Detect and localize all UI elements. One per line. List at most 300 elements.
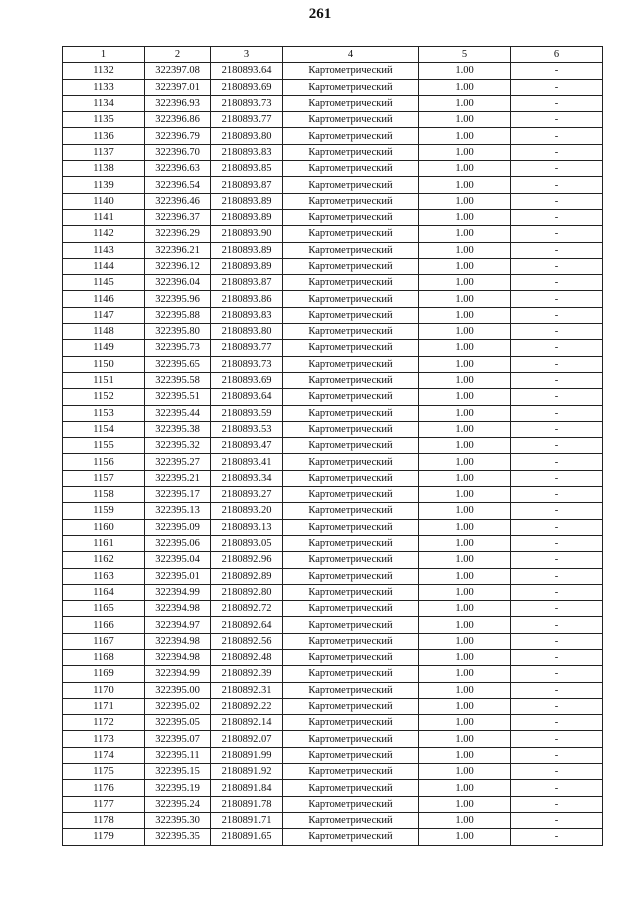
table-cell: 1.00: [419, 112, 511, 128]
table-row: [63, 454, 603, 470]
table-cell: 2180893.85: [211, 161, 283, 177]
table-cell: Картометрический: [283, 389, 419, 405]
table-cell: Картометрический: [283, 324, 419, 340]
table-cell: 1172: [63, 715, 145, 731]
table-cell: 2180892.56: [211, 633, 283, 649]
table-cell: 1.00: [419, 291, 511, 307]
table-cell: -: [511, 405, 603, 421]
table-cell: -: [511, 796, 603, 812]
table-cell: 1138: [63, 161, 145, 177]
table-row: [63, 715, 603, 731]
table-cell: 1144: [63, 258, 145, 274]
table-cell: 1164: [63, 584, 145, 600]
table-cell: 1141: [63, 209, 145, 225]
table-cell: 322395.01: [145, 568, 211, 584]
table-row: [63, 128, 603, 144]
table-cell: 1.00: [419, 324, 511, 340]
table-cell: -: [511, 617, 603, 633]
table-cell: Картометрический: [283, 715, 419, 731]
table-cell: 2180893.83: [211, 307, 283, 323]
table-row: [63, 209, 603, 225]
table-cell: 322395.02: [145, 698, 211, 714]
table-cell: 2180892.48: [211, 649, 283, 665]
table-row: [63, 307, 603, 323]
table-cell: 1146: [63, 291, 145, 307]
table-cell: 1145: [63, 275, 145, 291]
column-header: 5: [419, 47, 511, 63]
table-row: [63, 682, 603, 698]
table-cell: 1139: [63, 177, 145, 193]
table-cell: 2180892.96: [211, 552, 283, 568]
table-row: [63, 356, 603, 372]
table-cell: -: [511, 747, 603, 763]
table-cell: Картометрический: [283, 649, 419, 665]
table-cell: -: [511, 715, 603, 731]
table-cell: -: [511, 79, 603, 95]
table-cell: 322397.01: [145, 79, 211, 95]
table-cell: 322396.29: [145, 226, 211, 242]
table-cell: 1.00: [419, 747, 511, 763]
table-cell: Картометрический: [283, 340, 419, 356]
table-cell: 1160: [63, 519, 145, 535]
table-cell: 1136: [63, 128, 145, 144]
table-cell: -: [511, 193, 603, 209]
table-row: [63, 796, 603, 812]
table-cell: 1.00: [419, 161, 511, 177]
table-row: [63, 112, 603, 128]
table-cell: 2180892.39: [211, 666, 283, 682]
table-cell: 1.00: [419, 63, 511, 79]
column-header: 3: [211, 47, 283, 63]
table-cell: 1178: [63, 812, 145, 828]
table-row: [63, 95, 603, 111]
table-body: [63, 63, 603, 845]
table-cell: 2180893.53: [211, 421, 283, 437]
table-cell: 1163: [63, 568, 145, 584]
table-cell: 1173: [63, 731, 145, 747]
table-cell: Картометрический: [283, 79, 419, 95]
table-cell: -: [511, 144, 603, 160]
table-cell: 1.00: [419, 568, 511, 584]
table-cell: -: [511, 177, 603, 193]
table-cell: Картометрический: [283, 144, 419, 160]
table-cell: -: [511, 552, 603, 568]
table-cell: -: [511, 812, 603, 828]
table-cell: 1134: [63, 95, 145, 111]
table-cell: 322395.05: [145, 715, 211, 731]
table-cell: 1.00: [419, 698, 511, 714]
table-cell: 1.00: [419, 340, 511, 356]
table-cell: Картометрический: [283, 601, 419, 617]
table-cell: 1.00: [419, 95, 511, 111]
table-cell: 2180892.80: [211, 584, 283, 600]
table-cell: 2180893.89: [211, 209, 283, 225]
table-cell: 1.00: [419, 454, 511, 470]
table-cell: -: [511, 764, 603, 780]
table-cell: 2180893.90: [211, 226, 283, 242]
table-cell: Картометрический: [283, 666, 419, 682]
table-cell: 1166: [63, 617, 145, 633]
table-cell: Картометрический: [283, 161, 419, 177]
table-cell: Картометрический: [283, 112, 419, 128]
table-cell: Картометрический: [283, 796, 419, 812]
table-cell: 322395.80: [145, 324, 211, 340]
table-cell: 2180893.59: [211, 405, 283, 421]
table-cell: -: [511, 209, 603, 225]
table-cell: 2180893.69: [211, 372, 283, 388]
table-cell: Картометрический: [283, 63, 419, 79]
table-cell: Картометрический: [283, 519, 419, 535]
table-header: [63, 47, 603, 63]
table-row: [63, 291, 603, 307]
table-row: [63, 421, 603, 437]
table-cell: -: [511, 454, 603, 470]
table-cell: 1.00: [419, 144, 511, 160]
table-cell: 1.00: [419, 715, 511, 731]
table-row: [63, 503, 603, 519]
table-cell: -: [511, 698, 603, 714]
table-cell: 322395.06: [145, 535, 211, 551]
table-cell: 2180891.99: [211, 747, 283, 763]
table-row: [63, 731, 603, 747]
table-row: [63, 552, 603, 568]
table-cell: -: [511, 95, 603, 111]
table-row: [63, 340, 603, 356]
table-cell: Картометрический: [283, 226, 419, 242]
table-cell: 1.00: [419, 535, 511, 551]
coordinates-table: [62, 46, 603, 846]
table-row: [63, 161, 603, 177]
table-cell: 1152: [63, 389, 145, 405]
table-cell: 2180893.27: [211, 487, 283, 503]
table-cell: 1177: [63, 796, 145, 812]
table-cell: Картометрический: [283, 128, 419, 144]
table-cell: 2180891.92: [211, 764, 283, 780]
table-row: [63, 747, 603, 763]
table-cell: 1158: [63, 487, 145, 503]
table-cell: 1156: [63, 454, 145, 470]
table-cell: 2180893.89: [211, 193, 283, 209]
table-cell: 1170: [63, 682, 145, 698]
table-cell: 322395.04: [145, 552, 211, 568]
table-row: [63, 193, 603, 209]
table-cell: 2180893.64: [211, 389, 283, 405]
table-cell: -: [511, 128, 603, 144]
table-cell: Картометрический: [283, 421, 419, 437]
table-cell: 322396.63: [145, 161, 211, 177]
table-cell: 322395.24: [145, 796, 211, 812]
table-cell: 1159: [63, 503, 145, 519]
table-cell: 2180893.47: [211, 438, 283, 454]
table-cell: 322395.30: [145, 812, 211, 828]
table-cell: 322395.17: [145, 487, 211, 503]
table-cell: 1.00: [419, 275, 511, 291]
table-cell: 322395.35: [145, 829, 211, 845]
table-cell: 322395.27: [145, 454, 211, 470]
table-cell: 2180893.77: [211, 112, 283, 128]
table-cell: 1.00: [419, 601, 511, 617]
table-cell: -: [511, 356, 603, 372]
table-cell: 322395.38: [145, 421, 211, 437]
table-cell: 2180892.07: [211, 731, 283, 747]
table-cell: 1.00: [419, 829, 511, 845]
table-cell: 322395.65: [145, 356, 211, 372]
table-cell: -: [511, 389, 603, 405]
table-cell: 1157: [63, 470, 145, 486]
column-header: 2: [145, 47, 211, 63]
table-cell: 322394.99: [145, 666, 211, 682]
table-cell: 2180893.41: [211, 454, 283, 470]
table-cell: 1.00: [419, 79, 511, 95]
table-cell: 2180893.87: [211, 275, 283, 291]
table-row: [63, 633, 603, 649]
table-cell: -: [511, 372, 603, 388]
table-cell: Картометрический: [283, 470, 419, 486]
table-cell: Картометрический: [283, 584, 419, 600]
table-cell: -: [511, 161, 603, 177]
table-cell: 322394.97: [145, 617, 211, 633]
table-row: [63, 535, 603, 551]
table-cell: 1149: [63, 340, 145, 356]
table-cell: 2180893.13: [211, 519, 283, 535]
table-cell: 1.00: [419, 193, 511, 209]
table-cell: 322395.51: [145, 389, 211, 405]
table-cell: 1171: [63, 698, 145, 714]
table-cell: Картометрический: [283, 307, 419, 323]
table-cell: 1.00: [419, 731, 511, 747]
table-cell: 1151: [63, 372, 145, 388]
table-cell: Картометрический: [283, 438, 419, 454]
table-cell: 322394.99: [145, 584, 211, 600]
table-cell: 1150: [63, 356, 145, 372]
table-cell: 2180893.80: [211, 324, 283, 340]
table-row: [63, 242, 603, 258]
table-cell: -: [511, 340, 603, 356]
table-cell: Картометрический: [283, 617, 419, 633]
table-cell: Картометрический: [283, 764, 419, 780]
column-header: 1: [63, 47, 145, 63]
table-cell: 1.00: [419, 438, 511, 454]
table-row: [63, 372, 603, 388]
table-row: [63, 79, 603, 95]
table-cell: 1.00: [419, 764, 511, 780]
table-cell: Картометрический: [283, 356, 419, 372]
table-cell: 322396.86: [145, 112, 211, 128]
table-cell: 1.00: [419, 796, 511, 812]
table-cell: 1.00: [419, 258, 511, 274]
table-cell: -: [511, 307, 603, 323]
table-cell: 1.00: [419, 617, 511, 633]
table-cell: 2180893.89: [211, 258, 283, 274]
table-cell: 1175: [63, 764, 145, 780]
table-cell: 322396.79: [145, 128, 211, 144]
table-cell: 1155: [63, 438, 145, 454]
table-cell: 1.00: [419, 682, 511, 698]
column-header: 6: [511, 47, 603, 63]
table-cell: 1.00: [419, 633, 511, 649]
table-cell: 2180893.05: [211, 535, 283, 551]
table-cell: 322395.15: [145, 764, 211, 780]
table-row: [63, 438, 603, 454]
table-cell: 1.00: [419, 405, 511, 421]
table-cell: 1135: [63, 112, 145, 128]
table-cell: 1143: [63, 242, 145, 258]
table-cell: -: [511, 780, 603, 796]
table-cell: Картометрический: [283, 454, 419, 470]
table-cell: Картометрический: [283, 405, 419, 421]
table-row: [63, 617, 603, 633]
table-cell: -: [511, 487, 603, 503]
table-cell: 1137: [63, 144, 145, 160]
table-cell: Картометрический: [283, 829, 419, 845]
table-cell: 1132: [63, 63, 145, 79]
table-cell: 1.00: [419, 503, 511, 519]
table-cell: Картометрический: [283, 193, 419, 209]
table-cell: 2180893.80: [211, 128, 283, 144]
table-cell: 322395.73: [145, 340, 211, 356]
table-cell: Картометрический: [283, 209, 419, 225]
table-cell: 322395.44: [145, 405, 211, 421]
table-row: [63, 487, 603, 503]
table-cell: 1.00: [419, 242, 511, 258]
table-cell: -: [511, 584, 603, 600]
table-cell: Картометрический: [283, 568, 419, 584]
table-cell: 1147: [63, 307, 145, 323]
table-cell: 2180893.73: [211, 356, 283, 372]
table-row: [63, 698, 603, 714]
table-cell: -: [511, 226, 603, 242]
table-row: [63, 324, 603, 340]
table-cell: 2180893.89: [211, 242, 283, 258]
table-cell: -: [511, 438, 603, 454]
table-cell: 1.00: [419, 552, 511, 568]
table-cell: 2180893.87: [211, 177, 283, 193]
table-cell: -: [511, 519, 603, 535]
table-cell: Картометрический: [283, 503, 419, 519]
table-row: [63, 226, 603, 242]
table-cell: 2180893.83: [211, 144, 283, 160]
table-cell: 2180892.89: [211, 568, 283, 584]
table-row: [63, 63, 603, 79]
table-cell: 1.00: [419, 487, 511, 503]
table-cell: -: [511, 421, 603, 437]
table-cell: 1.00: [419, 812, 511, 828]
table-row: [63, 275, 603, 291]
table-cell: -: [511, 568, 603, 584]
table-cell: 322395.00: [145, 682, 211, 698]
table-row: [63, 780, 603, 796]
table-cell: Картометрический: [283, 682, 419, 698]
page-number: 261: [308, 6, 332, 22]
table-cell: Картометрический: [283, 258, 419, 274]
table-cell: 1.00: [419, 356, 511, 372]
table-cell: 1.00: [419, 470, 511, 486]
table-cell: 1167: [63, 633, 145, 649]
table-cell: 1.00: [419, 649, 511, 665]
table-cell: Картометрический: [283, 780, 419, 796]
table-cell: 322396.70: [145, 144, 211, 160]
table-row: [63, 568, 603, 584]
table-cell: 1.00: [419, 780, 511, 796]
table-cell: -: [511, 63, 603, 79]
table-cell: 1162: [63, 552, 145, 568]
table-cell: 1140: [63, 193, 145, 209]
table-cell: Картометрический: [283, 95, 419, 111]
table-cell: 322396.21: [145, 242, 211, 258]
table-cell: 1142: [63, 226, 145, 242]
table-row: [63, 829, 603, 845]
table-cell: 322394.98: [145, 649, 211, 665]
table-cell: 2180891.71: [211, 812, 283, 828]
table-cell: Картометрический: [283, 812, 419, 828]
table-row: [63, 470, 603, 486]
header-row: [63, 47, 603, 63]
table-cell: 322396.37: [145, 209, 211, 225]
table-cell: 1.00: [419, 372, 511, 388]
table-cell: -: [511, 242, 603, 258]
table-row: [63, 177, 603, 193]
table-cell: 1153: [63, 405, 145, 421]
table-cell: 322395.88: [145, 307, 211, 323]
table-cell: 322396.12: [145, 258, 211, 274]
table-cell: 1.00: [419, 128, 511, 144]
table-cell: 1154: [63, 421, 145, 437]
table-cell: -: [511, 275, 603, 291]
table-cell: 2180891.78: [211, 796, 283, 812]
table-cell: -: [511, 682, 603, 698]
table-cell: 1169: [63, 666, 145, 682]
table-row: [63, 389, 603, 405]
table-cell: Картометрический: [283, 698, 419, 714]
table-cell: 2180892.14: [211, 715, 283, 731]
table-cell: 1.00: [419, 209, 511, 225]
table-cell: Картометрический: [283, 291, 419, 307]
table-cell: -: [511, 112, 603, 128]
table-cell: 1.00: [419, 177, 511, 193]
table-cell: 322395.21: [145, 470, 211, 486]
table-cell: -: [511, 258, 603, 274]
table-cell: -: [511, 470, 603, 486]
table-cell: 322394.98: [145, 601, 211, 617]
table-cell: Картометрический: [283, 487, 419, 503]
table-cell: -: [511, 503, 603, 519]
table-cell: -: [511, 601, 603, 617]
table-row: [63, 144, 603, 160]
table-row: [63, 584, 603, 600]
table-cell: 322395.96: [145, 291, 211, 307]
table-cell: 2180892.22: [211, 698, 283, 714]
table-cell: -: [511, 649, 603, 665]
table-cell: 1.00: [419, 421, 511, 437]
table-cell: Картометрический: [283, 275, 419, 291]
table-row: [63, 812, 603, 828]
table-cell: 322396.04: [145, 275, 211, 291]
table-cell: -: [511, 633, 603, 649]
table-cell: 2180893.64: [211, 63, 283, 79]
table-cell: Картометрический: [283, 731, 419, 747]
table-cell: -: [511, 666, 603, 682]
table-cell: Картометрический: [283, 552, 419, 568]
column-header: 4: [283, 47, 419, 63]
table-cell: 2180891.84: [211, 780, 283, 796]
table-cell: 2180893.73: [211, 95, 283, 111]
table-cell: 1133: [63, 79, 145, 95]
table-row: [63, 519, 603, 535]
table-cell: 1.00: [419, 519, 511, 535]
table-cell: -: [511, 731, 603, 747]
table-cell: 1165: [63, 601, 145, 617]
table-cell: 2180892.64: [211, 617, 283, 633]
